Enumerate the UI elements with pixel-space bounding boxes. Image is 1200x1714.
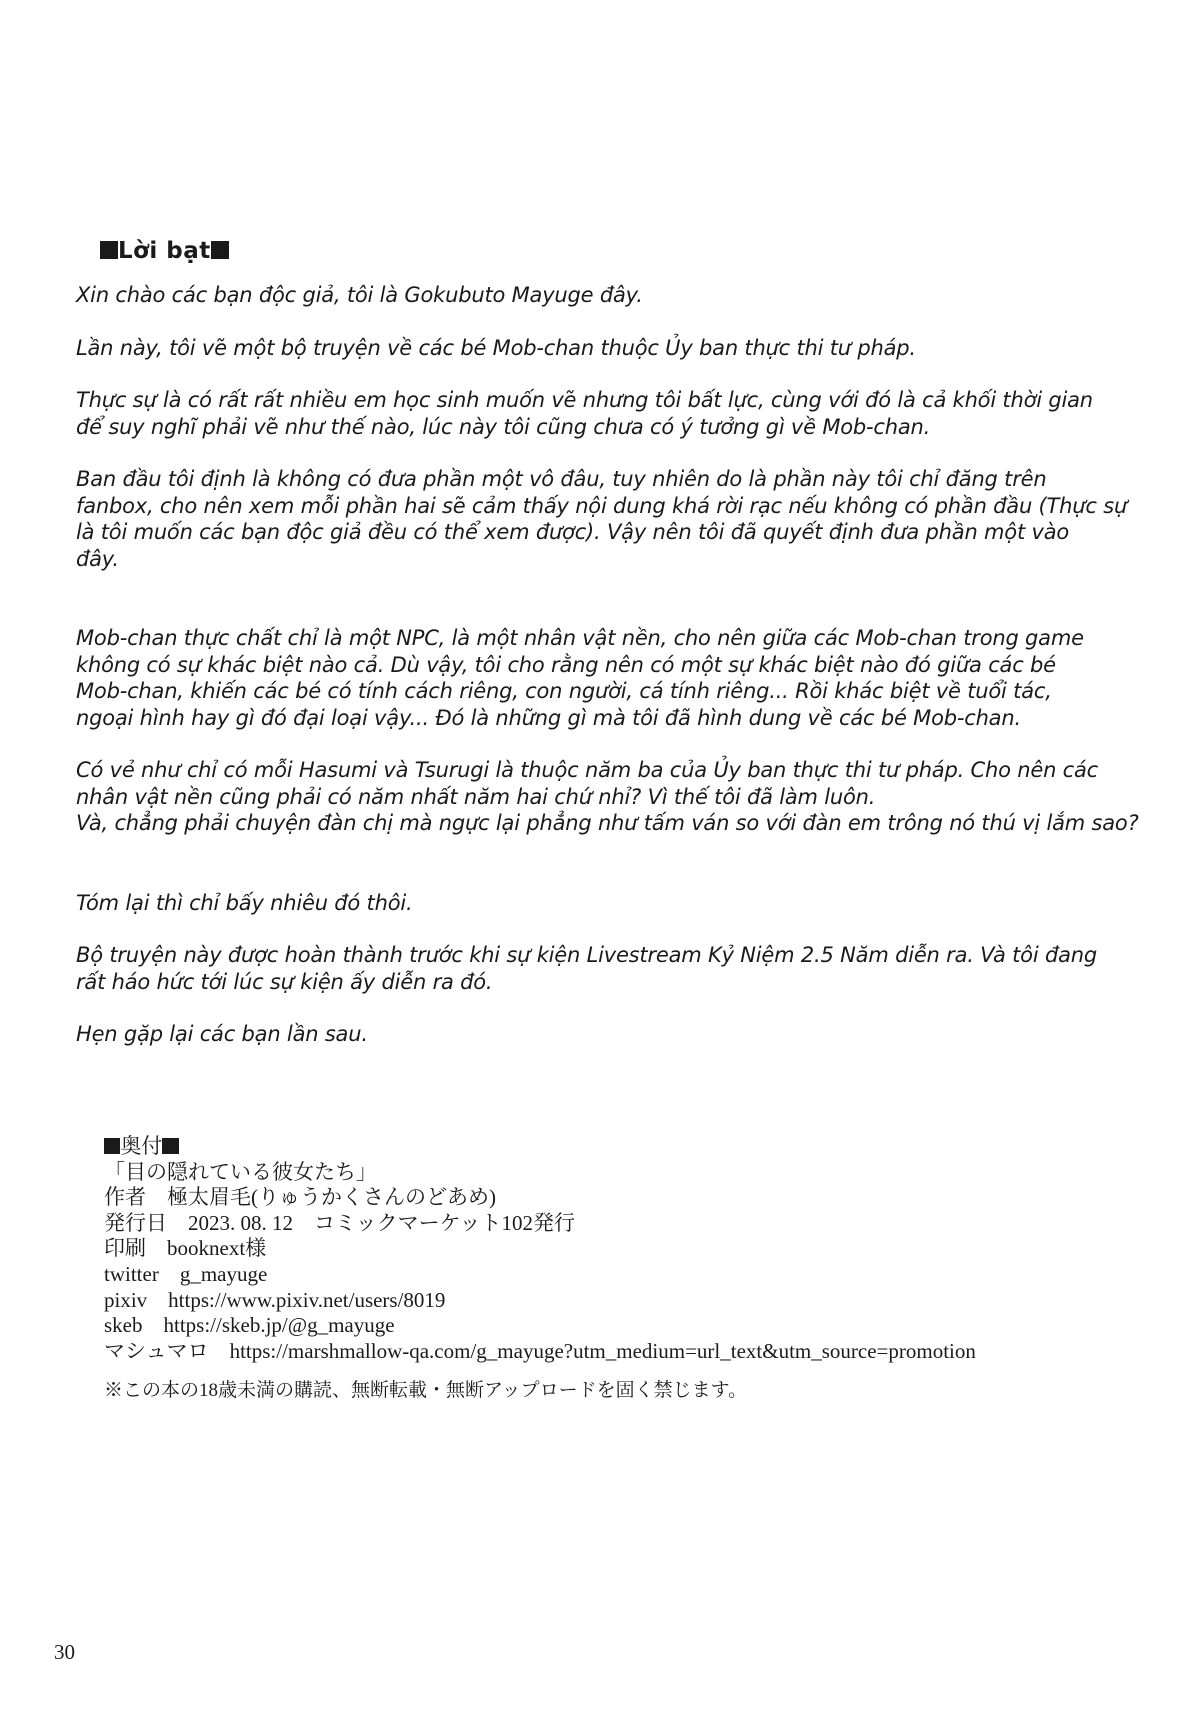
afterword-paragraph: Bộ truyện này được hoàn thành trước khi sự kiện Livestream Kỷ Niệm 2.5 Năm diễn ra. Và tôi đang rất háo hức tới lúc sự kiện ấy diễn ra đó. (76, 943, 1097, 994)
colophon-published: 発行日 2023. 08. 12 コミックマーケット102発行 (104, 1210, 576, 1235)
square-bullet-icon (162, 1138, 178, 1154)
colophon-skeb: skeb https://skeb.jp/@g_mayuge (104, 1313, 395, 1338)
square-bullet-icon (104, 1138, 120, 1154)
afterword-paragraph: Có vẻ như chỉ có mỗi Hasumi và Tsurugi là thuộc năm ba của Ủy ban thực thi tư pháp. Cho nên các nhân vật nền cũng phải có năm nhất năm hai chứ nhỉ? Vì thế tôi đã làm luôn. Và, chẳng phải chuyện đàn chị mà ngực lại phẳng như tấm ván so với đàn em trông nó thú vị lắm sao? (76, 758, 1139, 835)
afterword-paragraph: Thực sự là có rất rất nhiều em học sinh muốn vẽ nhưng tôi bất lực, cùng với đó là cả khối thời gian để suy nghĩ phải vẽ như thế nào, lúc này tôi cũng chưa có ý tưởng gì về Mob-chan. (76, 388, 1093, 439)
afterword-paragraph: Ban đầu tôi định là không có đưa phần một vô đâu, tuy nhiên do là phần này tôi chỉ đăng trên fanbox, cho nên xem mỗi phần hai sẽ cảm thấy nội dung khá rời rạc nếu không có phần đầu (Thực sự là tôi muốn các bạn độc giả đều có thể xem được). Vậy nên tôi đã quyết định đưa phần một vào đây. (76, 467, 1128, 571)
colophon-printer: 印刷 booknext様 (104, 1236, 267, 1261)
afterword-paragraph: Hẹn gặp lại các bạn lần sau. (76, 1022, 368, 1046)
afterword-title: Lời bạt (117, 238, 211, 264)
afterword-body (76, 282, 1156, 1048)
square-bullet-icon (211, 241, 229, 259)
colophon-heading: 奥付 (104, 1134, 1164, 1160)
colophon-twitter: twitter g_mayuge (104, 1261, 268, 1286)
afterword-paragraph: Xin chào các bạn độc giả, tôi là Gokubuto Mayuge đây. (76, 283, 643, 307)
colophon-marshmallow: マシュマロ https://marshmallow-qa.com/g_mayuge?utm_medium=url_text&utm_source=promotion (104, 1338, 976, 1363)
colophon (104, 1134, 1164, 1404)
afterword-paragraph: Tóm lại thì chỉ bấy nhiêu đó thôi. (76, 890, 413, 915)
colophon-pixiv: pixiv https://www.pixiv.net/users/8019 (104, 1287, 446, 1312)
afterword-paragraph: Mob-chan thực chất chỉ là một NPC, là một nhân vật nền, cho nên giữa các Mob-chan trong game không có sự khác biệt nào cả. Dù vậy, tôi cho rằng nên có một sự khác biệt nào đó giữa các bé Mob-chan, khiến các bé có tính cách riêng, con người, cá tính riêng... Rồi khác biệt về tuổi tác, ngoại hình hay gì đó đại loại vậy... Đó là những gì mà tôi đã hình dung về các bé Mob-chan. (76, 626, 1084, 730)
page-number: 30 (54, 1640, 75, 1664)
afterword-heading (100, 238, 229, 264)
colophon-title: 「目の隠れている彼女たち」 (104, 1159, 377, 1184)
colophon-author: 作者 極太眉毛(りゅうかくさんのどあめ) (104, 1185, 496, 1210)
afterword-paragraph: Lần này, tôi vẽ một bộ truyện về các bé Mob-chan thuộc Ủy ban thực thi tư pháp. (76, 335, 916, 360)
square-bullet-icon (100, 241, 118, 259)
colophon-notice: ※この本の18歳未満の購読、無断転載・無断アップロードを固く禁じます。 (104, 1380, 748, 1402)
